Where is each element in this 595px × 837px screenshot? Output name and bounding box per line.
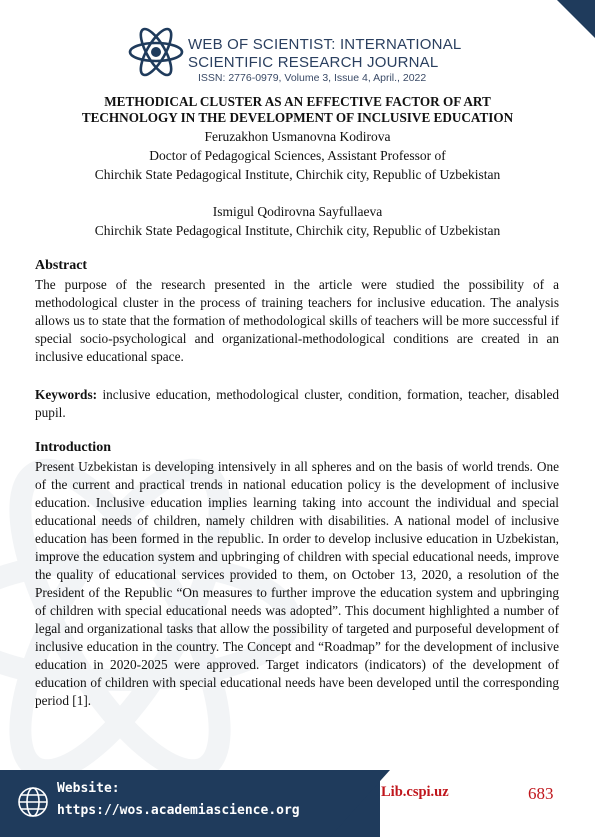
journal-name-line1: WEB OF SCIENTIST: INTERNATIONAL [188, 36, 462, 53]
author2-name: Ismigul Qodirovna Sayfullaeva [212, 204, 383, 219]
page-number: 683 [528, 784, 554, 803]
atom-logo-icon [128, 18, 184, 86]
author1-degree: Doctor of Pedagogical Sciences, Assistant Professor of [149, 148, 446, 163]
library-link[interactable]: Lib.cspi.uz [381, 784, 449, 800]
website-label: Website: [57, 781, 120, 796]
author2-affiliation: Chirchik State Pedagogical Institute, Chirchik city, Republic of Uzbekistan [94, 223, 501, 238]
introduction-text: Present Uzbekistan is developing intensively in all spheres and on the basis of world trends. One of the current and practical trends in national education policy is the development of inclusive education. Inclusive education implies learning taking into account the individual and special educational needs of children, namely children with disabilities. A national model of inclusive education has been formed in the republic. In order to develop inclusive education in Uzbekistan, improve the education system and upbringing of children with special educational needs, improve the quality of educational services provided to them, on October 13, 2020, a resolution of the President of the Republic “On measures to further improve the education system and upbringing of children with special educational needs was adopted”. This document highlighted a number of legal and organizational tasks that allow the possibility of targeted and purposeful development of inclusive education in the country. The Concept and “Roadmap” for the development of inclusive education in 2020-2025 were approved. Target indicators (indicators) of the development of education of children with special educational needs have been developed until the corresponding period [1]. [35, 459, 559, 708]
issn-line: ISSN: 2776-0979, Volume 3, Issue 4, April., 2022 [198, 72, 427, 84]
title-line2: TECHNOLOGY IN THE DEVELOPMENT OF INCLUSIVE EDUCATION [81, 110, 514, 125]
title-line1: METHODICAL CLUSTER AS AN EFFECTIVE FACTOR OF ART [104, 94, 491, 109]
journal-header [128, 18, 488, 88]
abstract-heading: Abstract [35, 258, 88, 273]
website-link[interactable]: https://wos.academiascience.org [57, 803, 300, 818]
globe-icon [17, 786, 49, 818]
abstract-text: The purpose of the research presented in the article were studied the possibility of a methodological cluster in the process of training teachers for inclusive education. The analysis allows us to state that the formation of methodological skills of teachers will be more successful if special socio-psychological and organizational-methodological conditions are created in an inclusive educational space. [35, 277, 559, 364]
keywords-paragraph [35, 386, 559, 422]
introduction-heading: Introduction [35, 440, 111, 455]
keywords-label: Keywords: [35, 387, 98, 402]
article-title [20, 94, 575, 126]
journal-name-line2: SCIENTIFIC RESEARCH JOURNAL [188, 54, 439, 71]
author1-affiliation: Chirchik State Pedagogical Institute, Chirchik city, Republic of Uzbekistan [94, 167, 501, 182]
keywords-text: inclusive education, methodological cluster, condition, formation, teacher, disabled pupil. [35, 387, 559, 420]
author1-name: Feruzakhon Usmanovna Kodirova [204, 129, 391, 144]
footer-wedge [330, 770, 390, 837]
page-footer [0, 770, 595, 837]
corner-decoration [557, 0, 595, 38]
